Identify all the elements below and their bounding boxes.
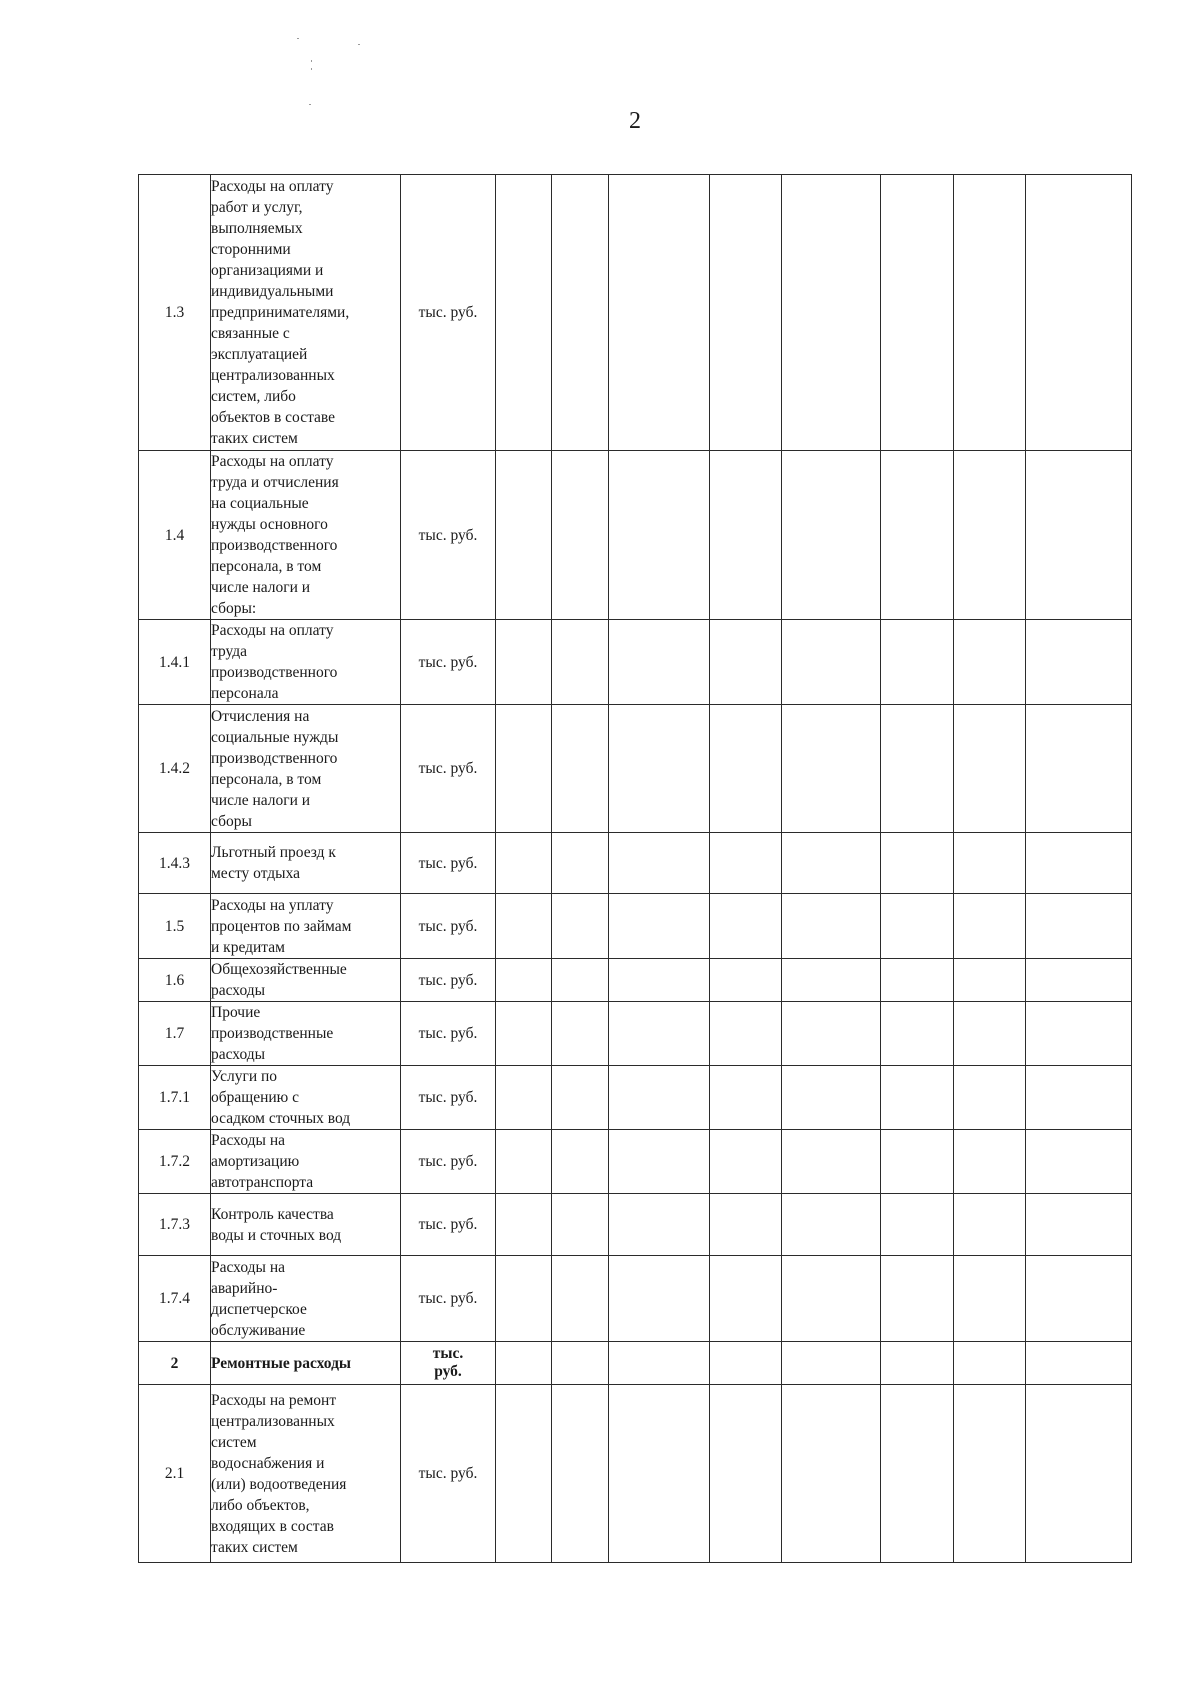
row-name-line: персонала, в том bbox=[211, 770, 322, 788]
row-unit: тыс. руб. bbox=[401, 451, 496, 620]
value-cell bbox=[710, 451, 782, 620]
row-name-line: Расходы на оплату bbox=[211, 622, 334, 639]
value-cell bbox=[710, 1385, 782, 1563]
value-cell bbox=[496, 175, 552, 451]
value-cell bbox=[609, 1002, 710, 1066]
row-unit: тыс. руб. bbox=[401, 1066, 496, 1130]
row-unit: тыс. руб. bbox=[401, 959, 496, 1002]
row-name-line: систем bbox=[211, 1433, 257, 1451]
table-row bbox=[139, 833, 1132, 894]
value-cell bbox=[710, 620, 782, 705]
value-cell bbox=[881, 894, 954, 959]
row-number: 1.4 bbox=[139, 451, 211, 620]
row-name-line: (или) водоотведения bbox=[211, 1475, 347, 1493]
value-cell bbox=[782, 620, 881, 705]
row-number: 1.4.3 bbox=[139, 833, 211, 894]
value-cell bbox=[609, 1130, 710, 1194]
value-cell bbox=[552, 620, 609, 705]
value-cell bbox=[1026, 1385, 1132, 1563]
value-cell bbox=[496, 1002, 552, 1066]
row-name-line: связанные с bbox=[211, 325, 290, 342]
value-cell bbox=[954, 959, 1026, 1002]
value-cell bbox=[496, 833, 552, 894]
value-cell bbox=[954, 705, 1026, 833]
row-name bbox=[211, 833, 401, 894]
value-cell bbox=[496, 894, 552, 959]
value-cell bbox=[881, 1002, 954, 1066]
row-name bbox=[211, 1194, 401, 1256]
value-cell bbox=[1026, 894, 1132, 959]
table-row bbox=[139, 1002, 1132, 1066]
row-name-line: труда bbox=[211, 643, 248, 660]
value-cell bbox=[1026, 620, 1132, 705]
value-cell bbox=[496, 451, 552, 620]
value-cell bbox=[881, 959, 954, 1002]
table-row bbox=[139, 620, 1132, 705]
row-name-line: амортизацию bbox=[211, 1153, 300, 1170]
scan-speck bbox=[309, 104, 311, 105]
value-cell bbox=[552, 1385, 609, 1563]
value-cell bbox=[552, 1342, 609, 1385]
value-cell bbox=[710, 1066, 782, 1130]
value-cell bbox=[881, 620, 954, 705]
value-cell bbox=[1026, 959, 1132, 1002]
row-name-line: Ремонтные расходы bbox=[211, 1354, 352, 1372]
row-name-line: водоснабжения и bbox=[211, 1454, 325, 1472]
row-unit: тыс. руб. bbox=[401, 620, 496, 705]
table-row bbox=[139, 705, 1132, 833]
row-name-line: месту отдыха bbox=[211, 865, 300, 882]
value-cell bbox=[782, 1002, 881, 1066]
value-cell bbox=[954, 620, 1026, 705]
row-number: 1.3 bbox=[139, 175, 211, 451]
row-name-line: Прочие bbox=[211, 1004, 261, 1021]
value-cell bbox=[782, 175, 881, 451]
value-cell bbox=[782, 1385, 881, 1563]
table-row bbox=[139, 1130, 1132, 1194]
row-number: 1.7 bbox=[139, 1002, 211, 1066]
value-cell bbox=[552, 705, 609, 833]
value-cell bbox=[552, 1194, 609, 1256]
value-cell bbox=[496, 1342, 552, 1385]
row-number: 1.7.3 bbox=[139, 1194, 211, 1256]
row-name bbox=[211, 1130, 401, 1194]
row-name-line: систем, либо bbox=[211, 388, 296, 405]
table-row bbox=[139, 959, 1132, 1002]
table-row bbox=[139, 451, 1132, 620]
value-cell bbox=[1026, 833, 1132, 894]
row-name bbox=[211, 1066, 401, 1130]
table-row bbox=[139, 1256, 1132, 1342]
value-cell bbox=[609, 1342, 710, 1385]
value-cell bbox=[552, 894, 609, 959]
row-number: 1.4.2 bbox=[139, 705, 211, 833]
row-name-line: работ и услуг, bbox=[211, 199, 303, 216]
value-cell bbox=[1026, 1130, 1132, 1194]
row-name bbox=[211, 1342, 401, 1385]
value-cell bbox=[609, 175, 710, 451]
value-cell bbox=[954, 833, 1026, 894]
row-name-line: обслуживание bbox=[211, 1321, 306, 1339]
row-unit: тыс. руб. bbox=[401, 1256, 496, 1342]
row-name-line: Расходы на bbox=[211, 1132, 285, 1149]
row-name-line: сборы bbox=[211, 812, 252, 830]
row-name-line: воды и сточных вод bbox=[211, 1226, 342, 1244]
value-cell bbox=[954, 175, 1026, 451]
value-cell bbox=[1026, 1342, 1132, 1385]
row-name-line: автотранспорта bbox=[211, 1174, 314, 1191]
value-cell bbox=[881, 705, 954, 833]
value-cell bbox=[1026, 1256, 1132, 1342]
value-cell bbox=[782, 1066, 881, 1130]
row-name-line: Расходы на bbox=[211, 1258, 285, 1276]
row-name-line: на социальные bbox=[211, 495, 309, 512]
row-number: 1.7.4 bbox=[139, 1256, 211, 1342]
value-cell bbox=[496, 620, 552, 705]
row-name-line: эксплуатацией bbox=[211, 346, 308, 363]
value-cell bbox=[552, 959, 609, 1002]
value-cell bbox=[782, 1342, 881, 1385]
value-cell bbox=[1026, 705, 1132, 833]
value-cell bbox=[782, 1194, 881, 1256]
page-number: 2 bbox=[629, 108, 641, 134]
row-name-line: входящих в состав bbox=[211, 1517, 334, 1535]
row-name bbox=[211, 175, 401, 451]
row-unit: тыс. руб. bbox=[401, 833, 496, 894]
row-name-line: выполняемых bbox=[211, 220, 303, 237]
row-name-line: нужды основного bbox=[211, 516, 328, 533]
value-cell bbox=[954, 1256, 1026, 1342]
value-cell bbox=[954, 1385, 1026, 1563]
row-name-line: Контроль качества bbox=[211, 1205, 334, 1223]
row-name-line: Расходы на уплату bbox=[211, 896, 334, 914]
value-cell bbox=[496, 1256, 552, 1342]
value-cell bbox=[881, 451, 954, 620]
row-name bbox=[211, 620, 401, 705]
row-name bbox=[211, 894, 401, 959]
value-cell bbox=[552, 833, 609, 894]
row-number: 1.4.1 bbox=[139, 620, 211, 705]
row-name bbox=[211, 959, 401, 1002]
value-cell bbox=[710, 1256, 782, 1342]
value-cell bbox=[609, 1256, 710, 1342]
scan-speck bbox=[297, 38, 299, 39]
value-cell bbox=[496, 959, 552, 1002]
row-unit: тыс. руб. bbox=[401, 1002, 496, 1066]
value-cell bbox=[710, 1002, 782, 1066]
row-name-line: централизованных bbox=[211, 367, 335, 384]
value-cell bbox=[954, 1130, 1026, 1194]
row-name-line: персонала, в том bbox=[211, 558, 322, 575]
value-cell bbox=[881, 1194, 954, 1256]
value-cell bbox=[710, 1194, 782, 1256]
cost-table bbox=[138, 174, 1132, 1563]
value-cell bbox=[496, 705, 552, 833]
scan-speck bbox=[358, 44, 360, 45]
row-unit: тыс. руб. bbox=[401, 175, 496, 451]
value-cell bbox=[609, 894, 710, 959]
value-cell bbox=[609, 833, 710, 894]
value-cell bbox=[609, 620, 710, 705]
row-name-line: производственные bbox=[211, 1025, 334, 1042]
row-name-line: индивидуальными bbox=[211, 283, 334, 300]
value-cell bbox=[710, 894, 782, 959]
row-number: 1.5 bbox=[139, 894, 211, 959]
scan-speck bbox=[311, 68, 312, 70]
value-cell bbox=[552, 1256, 609, 1342]
value-cell bbox=[881, 1342, 954, 1385]
row-unit: тыс. руб. bbox=[401, 1342, 496, 1385]
row-name-line: социальные нужды bbox=[211, 728, 339, 746]
row-unit: тыс. руб. bbox=[401, 1130, 496, 1194]
row-name-line: Отчисления на bbox=[211, 707, 310, 725]
value-cell bbox=[552, 1130, 609, 1194]
row-number: 1.6 bbox=[139, 959, 211, 1002]
value-cell bbox=[496, 1066, 552, 1130]
value-cell bbox=[1026, 1066, 1132, 1130]
row-name-line: таких систем bbox=[211, 1538, 298, 1556]
row-name-line: организациями и bbox=[211, 262, 324, 279]
row-name-line: расходы bbox=[211, 1046, 266, 1063]
value-cell bbox=[881, 175, 954, 451]
row-name bbox=[211, 1385, 401, 1563]
table-row bbox=[139, 1066, 1132, 1130]
row-name-line: объектов в составе bbox=[211, 409, 336, 426]
table-row bbox=[139, 175, 1132, 451]
value-cell bbox=[881, 1256, 954, 1342]
value-cell bbox=[782, 1256, 881, 1342]
value-cell bbox=[710, 1130, 782, 1194]
value-cell bbox=[954, 1342, 1026, 1385]
value-cell bbox=[881, 833, 954, 894]
value-cell bbox=[954, 1194, 1026, 1256]
row-name-line: обращению с bbox=[211, 1089, 300, 1106]
value-cell bbox=[954, 451, 1026, 620]
row-name-line: расходы bbox=[211, 982, 266, 999]
row-name-line: осадком сточных вод bbox=[211, 1110, 351, 1127]
row-name-line: и кредитам bbox=[211, 938, 285, 956]
row-name-line: предпринимателями, bbox=[211, 304, 350, 321]
row-name-line: Услуги по bbox=[211, 1068, 278, 1085]
value-cell bbox=[552, 175, 609, 451]
table-body bbox=[139, 175, 1132, 1563]
value-cell bbox=[496, 1130, 552, 1194]
value-cell bbox=[954, 1002, 1026, 1066]
row-name-line: таких систем bbox=[211, 430, 298, 447]
row-number: 2 bbox=[139, 1342, 211, 1385]
row-unit: тыс. руб. bbox=[401, 1194, 496, 1256]
row-name-line: процентов по займам bbox=[211, 917, 352, 935]
row-name-line: Общехозяйственные bbox=[211, 961, 347, 978]
row-name-line: числе налоги и bbox=[211, 579, 311, 596]
table-row bbox=[139, 1385, 1132, 1563]
table-row bbox=[139, 1194, 1132, 1256]
row-name bbox=[211, 705, 401, 833]
value-cell bbox=[881, 1130, 954, 1194]
row-name-line: Расходы на оплату bbox=[211, 178, 334, 195]
row-name-line: производственного bbox=[211, 537, 338, 554]
row-name-line: либо объектов, bbox=[211, 1496, 310, 1514]
value-cell bbox=[954, 1066, 1026, 1130]
row-name-line: сторонними bbox=[211, 241, 291, 258]
row-name-line: производственного bbox=[211, 664, 338, 681]
value-cell bbox=[609, 1066, 710, 1130]
value-cell bbox=[496, 1194, 552, 1256]
row-name-line: Расходы на оплату bbox=[211, 453, 334, 470]
value-cell bbox=[782, 1130, 881, 1194]
value-cell bbox=[1026, 451, 1132, 620]
row-number: 1.7.2 bbox=[139, 1130, 211, 1194]
value-cell bbox=[782, 705, 881, 833]
value-cell bbox=[782, 959, 881, 1002]
value-cell bbox=[552, 451, 609, 620]
row-name bbox=[211, 1002, 401, 1066]
value-cell bbox=[710, 705, 782, 833]
value-cell bbox=[1026, 1194, 1132, 1256]
row-name-line: централизованных bbox=[211, 1412, 335, 1430]
value-cell bbox=[609, 959, 710, 1002]
value-cell bbox=[710, 833, 782, 894]
row-name-line: персонала bbox=[211, 685, 279, 702]
row-number: 1.7.1 bbox=[139, 1066, 211, 1130]
row-name bbox=[211, 1256, 401, 1342]
row-number: 2.1 bbox=[139, 1385, 211, 1563]
value-cell bbox=[782, 833, 881, 894]
value-cell bbox=[1026, 175, 1132, 451]
value-cell bbox=[710, 1342, 782, 1385]
value-cell bbox=[782, 894, 881, 959]
row-unit: тыс. руб. bbox=[401, 894, 496, 959]
row-name-line: производственного bbox=[211, 749, 338, 767]
value-cell bbox=[552, 1066, 609, 1130]
value-cell bbox=[609, 1385, 710, 1563]
value-cell bbox=[881, 1066, 954, 1130]
table-row bbox=[139, 894, 1132, 959]
row-name-line: сборы: bbox=[211, 600, 257, 617]
table-row bbox=[139, 1342, 1132, 1385]
value-cell bbox=[954, 894, 1026, 959]
row-name bbox=[211, 451, 401, 620]
row-name-line: аварийно- bbox=[211, 1279, 278, 1297]
value-cell bbox=[782, 451, 881, 620]
row-name-line: труда и отчисления bbox=[211, 474, 339, 491]
value-cell bbox=[609, 705, 710, 833]
row-name-line: Расходы на ремонт bbox=[211, 1391, 337, 1409]
scan-speck bbox=[311, 60, 312, 62]
row-name-line: числе налоги и bbox=[211, 791, 311, 809]
value-cell bbox=[710, 175, 782, 451]
value-cell bbox=[609, 451, 710, 620]
row-name-line: диспетчерское bbox=[211, 1300, 307, 1318]
value-cell bbox=[496, 1385, 552, 1563]
row-name-line: Льготный проезд к bbox=[211, 844, 336, 861]
value-cell bbox=[710, 959, 782, 1002]
value-cell bbox=[552, 1002, 609, 1066]
row-unit: тыс. руб. bbox=[401, 1385, 496, 1563]
value-cell bbox=[881, 1385, 954, 1563]
value-cell bbox=[1026, 1002, 1132, 1066]
value-cell bbox=[609, 1194, 710, 1256]
row-unit: тыс. руб. bbox=[401, 705, 496, 833]
